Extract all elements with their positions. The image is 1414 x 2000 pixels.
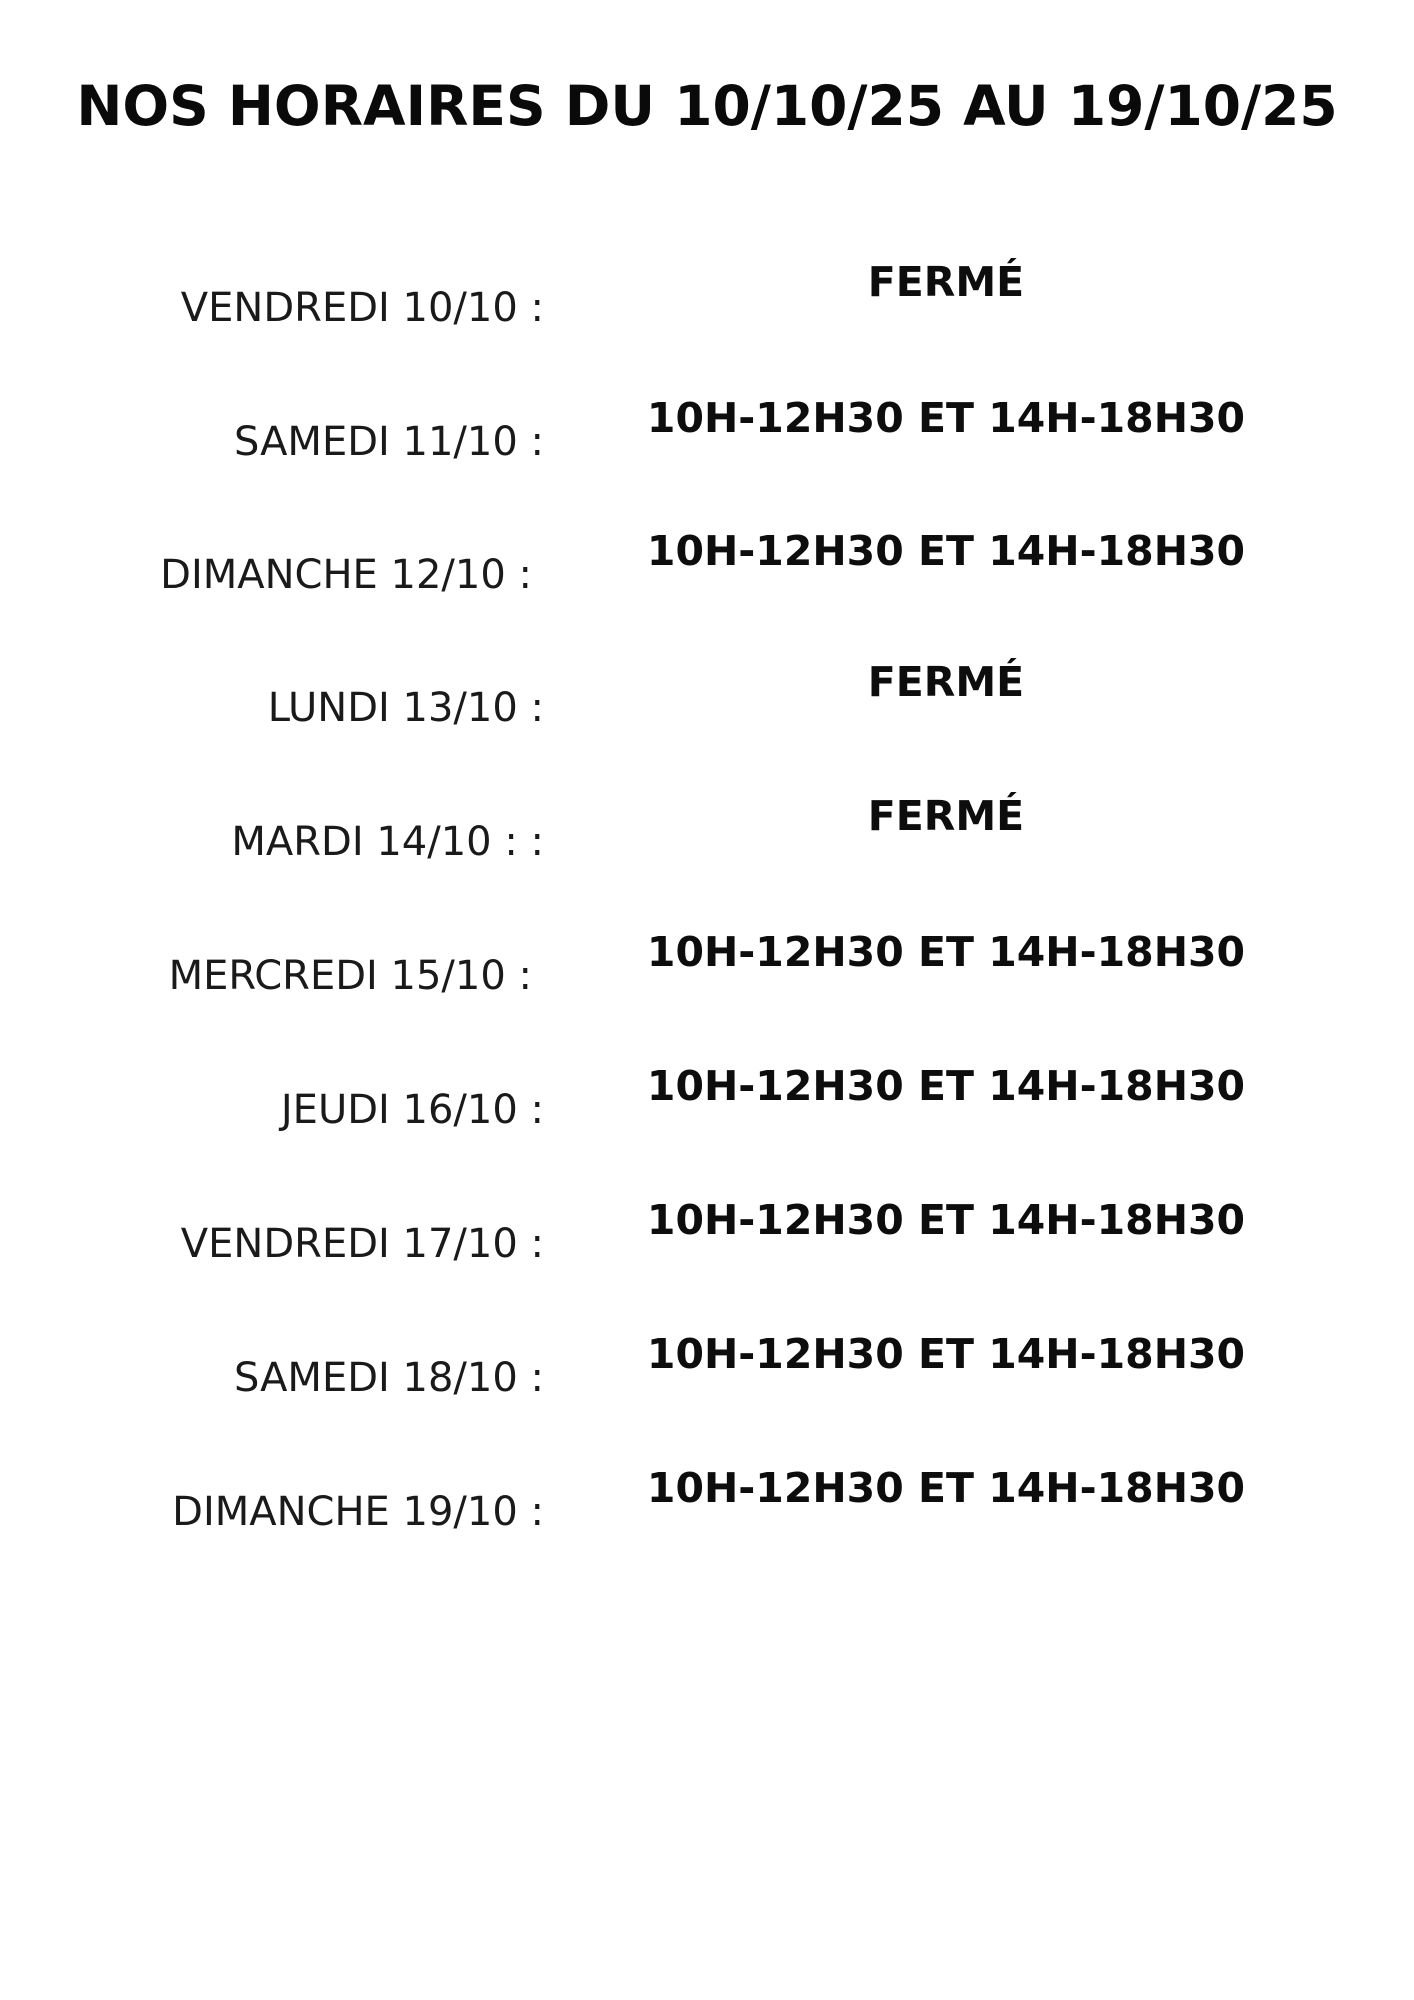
day-label: VENDREDI 10/10 : (180, 285, 544, 331)
page-title: NOS HORAIRES DU 10/10/25 AU 19/10/25 (76, 74, 1338, 138)
schedule-row-4 (0, 658, 1414, 748)
hours-value: 10H-12H30 ET 14H-18H30 (646, 527, 1246, 575)
day-label: SAMEDI 11/10 : (233, 419, 544, 465)
day-label: DIMANCHE 12/10 : (160, 552, 532, 598)
hours-value: 10H-12H30 ET 14H-18H30 (646, 1196, 1246, 1244)
hours-value: 10H-12H30 ET 14H-18H30 (646, 1330, 1246, 1378)
schedule-row-8 (0, 1196, 1414, 1284)
day-label: JEUDI 16/10 : (280, 1087, 544, 1133)
schedule-row-1 (0, 258, 1414, 348)
day-label: MERCREDI 15/10 : (168, 953, 532, 999)
schedule-row-5 (0, 792, 1414, 882)
schedule-row-9 (0, 1330, 1414, 1418)
day-label: SAMEDI 18/10 : (233, 1355, 544, 1401)
schedule-row-3 (0, 527, 1414, 615)
hours-value: FERMÉ (867, 792, 1025, 840)
day-label: LUNDI 13/10 : (267, 685, 544, 731)
schedule-row-2 (0, 394, 1414, 482)
day-label: VENDREDI 17/10 : (180, 1221, 544, 1267)
hours-value: FERMÉ (867, 658, 1025, 706)
schedule-row-7 (0, 1062, 1414, 1150)
day-label: DIMANCHE 19/10 : (172, 1489, 544, 1535)
hours-value: FERMÉ (867, 258, 1025, 306)
hours-value: 10H-12H30 ET 14H-18H30 (646, 1062, 1246, 1110)
hours-value: 10H-12H30 ET 14H-18H30 (646, 394, 1246, 442)
schedule-row-6 (0, 928, 1414, 1016)
day-label: MARDI 14/10 : : (231, 819, 544, 865)
schedule-row-10 (0, 1464, 1414, 1552)
hours-value: 10H-12H30 ET 14H-18H30 (646, 1464, 1246, 1512)
hours-value: 10H-12H30 ET 14H-18H30 (646, 928, 1246, 976)
